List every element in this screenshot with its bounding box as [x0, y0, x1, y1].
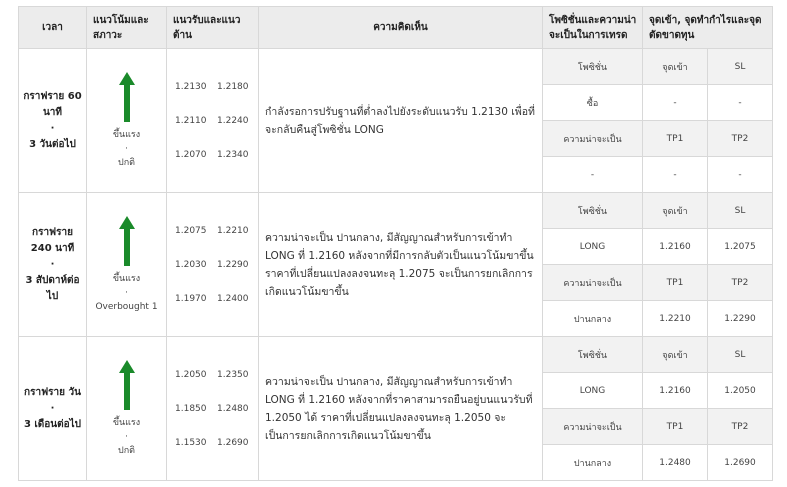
trade-cell: โพซิชั่น [543, 49, 643, 85]
trend-cell [87, 337, 167, 481]
level-pair [175, 392, 258, 426]
trade-cell: SL [708, 193, 773, 229]
table-row [19, 337, 773, 373]
trade-cell: จุดเข้า [643, 337, 708, 373]
trade-cell: โพซิชั่น [543, 337, 643, 373]
header-entry: จุดเข้า, จุดทำกำไรและจุดตัดขาดทุน [643, 7, 773, 49]
trend-cell [87, 193, 167, 337]
duration-label: 3 สัปดาห์ต่อไป [25, 274, 80, 302]
timeframe-label: กราฟราย 240 นาที [30, 226, 75, 254]
trade-cell: TP2 [708, 409, 773, 445]
separator-dot: · [50, 402, 55, 414]
support-value: 1.2075 [175, 225, 207, 236]
level-pair [175, 70, 258, 104]
separator-dot: · [125, 143, 128, 154]
comment-cell: ความน่าจะเป็น ปานกลาง, มีสัญญาณสำหรับการเข้าทำ LONG ที่ 1.2160 หลังจากที่มีการกลับตัวเป็นแนวโน้มขาขึ้น ราคาที่เปลี่ยนแปลงลงจนทะลุ 1.2075 จะเป็นการยกเลิกการเกิดแนวโน้มขาขึ้น [259, 193, 543, 337]
trade-cell: ความน่าจะเป็น [543, 409, 643, 445]
separator-dot: · [125, 431, 128, 442]
trade-cell: - [708, 85, 773, 121]
resistance-value: 1.2690 [217, 437, 249, 448]
resistance-value: 1.2400 [217, 293, 249, 304]
header-comment: ความคิดเห็น [259, 7, 543, 49]
trade-cell: 1.2690 [708, 445, 773, 481]
level-pair [175, 214, 258, 248]
separator-dot: · [50, 122, 55, 134]
comment-cell: ความน่าจะเป็น ปานกลาง, มีสัญญาณสำหรับการเข้าทำ LONG ที่ 1.2160 หลังจากที่ราคาสามารถยืนอยู่บนแนวรับที่ 1.2050 ได้ ราคาที่เปลี่ยนแปลงลงจนทะลุ 1.2050 จะเป็นการยกเลิกการเกิดแนวโน้มขาขึ้น [259, 337, 543, 481]
level-pair [175, 426, 258, 460]
resistance-value: 1.2340 [217, 149, 249, 160]
trade-cell: จุดเข้า [643, 193, 708, 229]
resistance-value: 1.2480 [217, 403, 249, 414]
levels-cell [167, 49, 259, 193]
support-value: 1.2070 [175, 149, 207, 160]
timeframe-label: กราฟราย วัน [24, 386, 81, 398]
trade-cell: - [643, 85, 708, 121]
support-value: 1.2030 [175, 259, 207, 270]
table-row [19, 49, 773, 85]
trade-cell: 1.2290 [708, 301, 773, 337]
timeframe-cell [19, 49, 87, 193]
trend-state: Overbought 1 [95, 301, 158, 312]
trade-cell: TP1 [643, 121, 708, 157]
green-up-arrow-icon [119, 360, 135, 410]
green-up-arrow-icon [119, 216, 135, 266]
trade-cell: SL [708, 49, 773, 85]
trade-cell: TP2 [708, 265, 773, 301]
trade-cell: 1.2050 [708, 373, 773, 409]
trade-cell: ซื้อ [543, 85, 643, 121]
support-value: 1.1530 [175, 437, 207, 448]
trade-cell: 1.2160 [643, 229, 708, 265]
support-value: 1.2130 [175, 81, 207, 92]
trade-cell: โพซิชั่น [543, 193, 643, 229]
trade-cell: ปานกลาง [543, 445, 643, 481]
trade-cell: - [543, 157, 643, 193]
trade-cell: SL [708, 337, 773, 373]
trade-cell: TP2 [708, 121, 773, 157]
trend-state: ปกติ [117, 445, 135, 456]
level-pair [175, 282, 258, 316]
trade-cell: TP1 [643, 409, 708, 445]
separator-dot: · [125, 287, 128, 298]
timeframe-cell [19, 337, 87, 481]
trend-strength: ขึ้นแรง [112, 417, 141, 428]
trade-cell: 1.2210 [643, 301, 708, 337]
resistance-value: 1.2240 [217, 115, 249, 126]
trade-cell: LONG [543, 229, 643, 265]
trend-cell [87, 49, 167, 193]
support-value: 1.2050 [175, 369, 207, 380]
table-row [19, 193, 773, 229]
header-levels: แนวรับและแนวต้าน [167, 7, 259, 49]
green-up-arrow-icon [119, 72, 135, 122]
trade-cell: จุดเข้า [643, 49, 708, 85]
level-pair [175, 104, 258, 138]
support-value: 1.1850 [175, 403, 207, 414]
trade-cell: ปานกลาง [543, 301, 643, 337]
levels-cell [167, 193, 259, 337]
resistance-value: 1.2180 [217, 81, 249, 92]
trend-strength: ขึ้นแรง [112, 129, 141, 140]
trade-cell: - [643, 157, 708, 193]
trade-cell: TP1 [643, 265, 708, 301]
timeframe-cell [19, 193, 87, 337]
trade-cell: ความน่าจะเป็น [543, 265, 643, 301]
support-value: 1.2110 [175, 115, 207, 126]
trade-cell: - [708, 157, 773, 193]
trend-strength: ขึ้นแรง [112, 273, 141, 284]
trade-cell: 1.2160 [643, 373, 708, 409]
trade-cell: LONG [543, 373, 643, 409]
header-position: โพซิชั่นและความน่าจะเป็นในการเทรด [543, 7, 643, 49]
trade-cell: 1.2480 [643, 445, 708, 481]
resistance-value: 1.2290 [217, 259, 249, 270]
timeframe-label: กราฟราย 60 นาที [23, 90, 82, 118]
trade-cell: ความน่าจะเป็น [543, 121, 643, 157]
duration-label: 3 เดือนต่อไป [23, 418, 82, 430]
resistance-value: 1.2210 [217, 225, 249, 236]
separator-dot: · [50, 258, 55, 270]
level-pair [175, 358, 258, 392]
level-pair [175, 248, 258, 282]
header-time: เวลา [19, 7, 87, 49]
duration-label: 3 วันต่อไป [29, 138, 76, 150]
comment-cell: กำลังรอการปรับฐานที่ต่ำลงไปยังระดับแนวรับ 1.2130 เพื่อที่จะกลับคืนสู่โพซิชั่น LONG [259, 49, 543, 193]
forecast-table [18, 6, 773, 481]
level-pair [175, 138, 258, 172]
support-value: 1.1970 [175, 293, 207, 304]
levels-cell [167, 337, 259, 481]
resistance-value: 1.2350 [217, 369, 249, 380]
trend-state: ปกติ [117, 157, 135, 168]
header-trend: แนวโน้มและสภาวะ [87, 7, 167, 49]
trade-cell: 1.2075 [708, 229, 773, 265]
header-row [19, 7, 773, 49]
